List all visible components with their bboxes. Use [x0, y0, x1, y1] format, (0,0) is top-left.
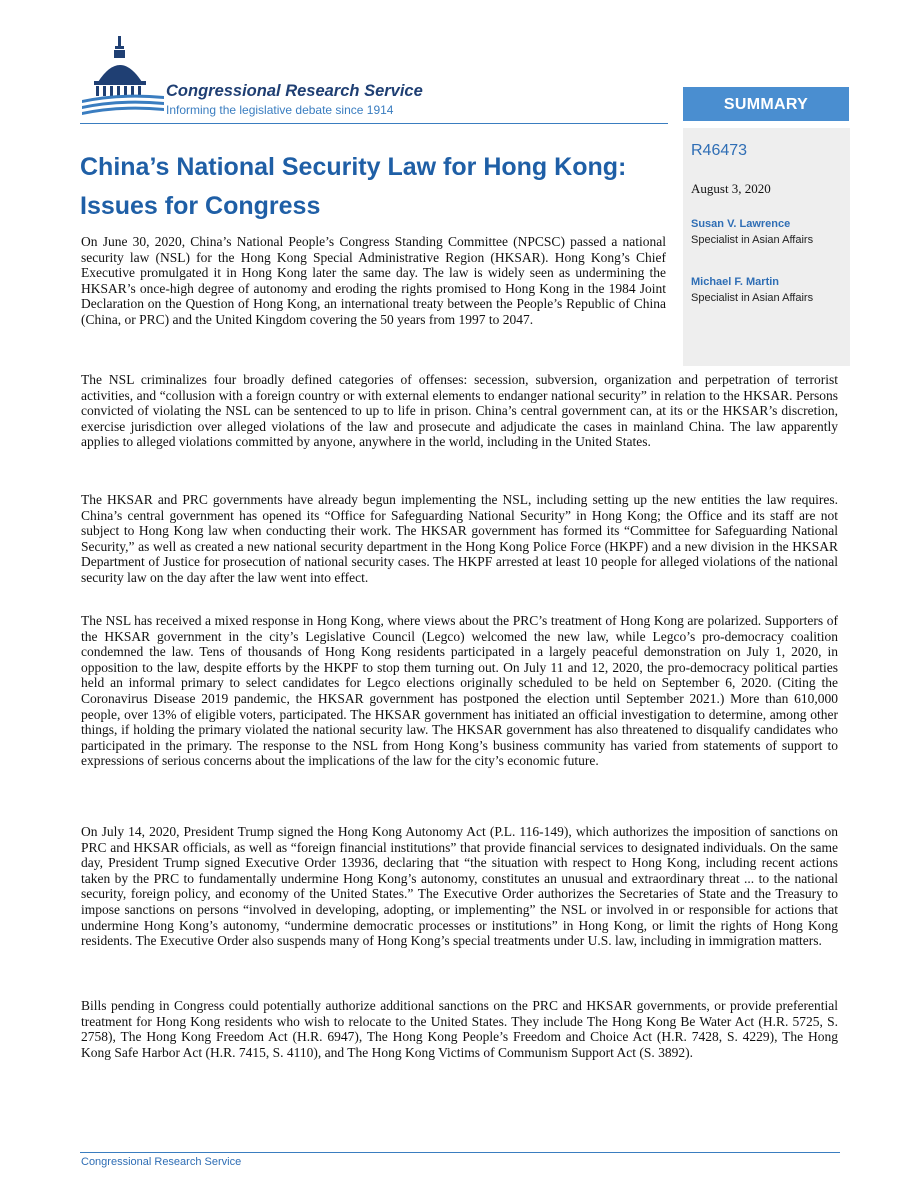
- footer-divider: [80, 1152, 840, 1153]
- body-paragraph: The NSL has received a mixed response in Hong Kong, where views about the PRC’s treatment of Hong Kong are polarized. Supporters of the HKSAR government in the city’s Legislative Council (Legco) welcomed the new law, while Legco’s pro-democracy coalition condemned the law. Tens of thousands of Hong Kong residents participated in a largely peaceful demonstration on July 1, 2020, in opposition to the law, despite efforts by the HKPF to stop them turning out. On July 11 and 12, 2020, the pro-democracy political parties held an informal primary to select candidates for Legco elections originally scheduled to be held on September 6, 2020. (Citing the Coronavirus Disease 2019 pandemic, the HKSAR government has postponed the election until September 2021.) More than 610,000 people, over 13% of eligible voters, participated. The HKSAR government has initiated an official investigation to determine, among other things, if holding the primary violated the national security law. The HKSAR government has also threatened to disqualify candidates who participated in the primary. The response to the NSL from Hong Kong’s business community has varied from statements of support to expressions of serious concerns about the implications of the law for the city’s economic future.: [81, 613, 838, 769]
- summary-tab: SUMMARY: [683, 87, 849, 121]
- author-title: Specialist in Asian Affairs: [691, 292, 814, 304]
- body-paragraph: On June 30, 2020, China’s National People’s Congress Standing Committee (NPCSC) passed a national security law (NSL) for the Hong Kong Special Administrative Region (HKSAR). Hong Kong’s Chief Executive promulgated it in Hong Kong later the same day. The law is widely seen as undermining the HKSAR’s once-high degree of autonomy and eroding the rights promised to Hong Kong in the 1984 Joint Declaration on the Question of Hong Kong, an international treaty between the People’s Republic of China (China, or PRC) and the United Kingdom covering the 50 years from 1997 to 2047.: [81, 234, 666, 327]
- report-sidebar: [683, 128, 850, 366]
- capitol-dome-icon: [80, 34, 166, 124]
- body-paragraph: The NSL criminalizes four broadly defined categories of offenses: secession, subversion, organization and perpetration of terrorist activities, and “collusion with a foreign country or with external elements to endanger national security” in relation to the HKSAR. Persons convicted of violating the NSL can be sentenced to up to life in prison. China’s central government can, at its or the HKSAR’s discretion, exercise jurisdiction over alleged violations of the law and prosecute and adjudicate the cases in mainland China. The law apparently applies to alleged violations committed by anyone, anywhere in the world, including in the United States.: [81, 372, 838, 450]
- org-name: Congressional Research Service: [166, 82, 423, 100]
- author-title: Specialist in Asian Affairs: [691, 234, 814, 246]
- header-divider: [80, 123, 668, 124]
- body-paragraph: Bills pending in Congress could potentially authorize additional sanctions on the PRC and HKSAR governments, or provide preferential treatment for Hong Kong residents who wish to relocate to the United States. They include The Hong Kong Be Water Act (H.R. 5725, S. 2758), The Hong Kong Freedom Act (H.R. 6947), The Hong Kong People’s Freedom and Choice Act (H.R. 7428, S. 4229), The Hong Kong Safe Harbor Act (H.R. 7415, S. 4110), and The Hong Kong Victims of Communism Support Act (S. 3892).: [81, 998, 838, 1060]
- crs-logo: [80, 34, 480, 124]
- body-paragraph: On July 14, 2020, President Trump signed the Hong Kong Autonomy Act (P.L. 116-149), which authorizes the imposition of sanctions on PRC and HKSAR officials, as well as “foreign financial institutions” that provide financial services to designated individuals. On the same day, President Trump signed Executive Order 13936, declaring that “the situation with respect to Hong Kong, including recent actions taken by the PRC to fundamentally undermine Hong Kong’s autonomy, constitutes an unusual and extraordinary threat ... to the national security, foreign policy, and economy of the United States.” The Executive Order authorizes the Secretaries of State and the Treasury to impose sanctions on persons “involved in developing, adopting, or implementing” the NSL or involved in or responsible for actions that undermine Hong Kong’s autonomy, “undermine democratic processes or institutions” in Hong Kong, or limit the rights of Hong Kong residents. The Executive Order also suspends many of Hong Kong’s special treatments under U.S. law, including in immigration matters.: [81, 824, 838, 949]
- author-name: Susan V. Lawrence: [691, 218, 791, 230]
- document-title: China’s National Security Law for Hong Kong: Issues for Congress: [80, 153, 627, 220]
- report-date: August 3, 2020: [691, 181, 771, 196]
- author-name: Michael F. Martin: [691, 276, 780, 288]
- org-tagline: Informing the legislative debate since 1914: [166, 103, 394, 117]
- footer-org-name: Congressional Research Service: [81, 1156, 242, 1168]
- report-number: R46473: [691, 142, 748, 159]
- body-paragraph: The HKSAR and PRC governments have already begun implementing the NSL, including setting up the new entities the law requires. China’s central government has opened its “Office for Safeguarding National Security” in Hong Kong; the Office and its staff are not subject to Hong Kong law when conducting their work. The HKSAR government has formed its “Committee for Safeguarding National Security,” as well as created a new national security department in the Hong Kong Police Force (HKPF) and a new division in the HKSAR Department of Justice for prosecution of national security cases. The HKPF arrested at least 10 people for alleged violations of the national security law on the day after the law went into effect.: [81, 492, 838, 585]
